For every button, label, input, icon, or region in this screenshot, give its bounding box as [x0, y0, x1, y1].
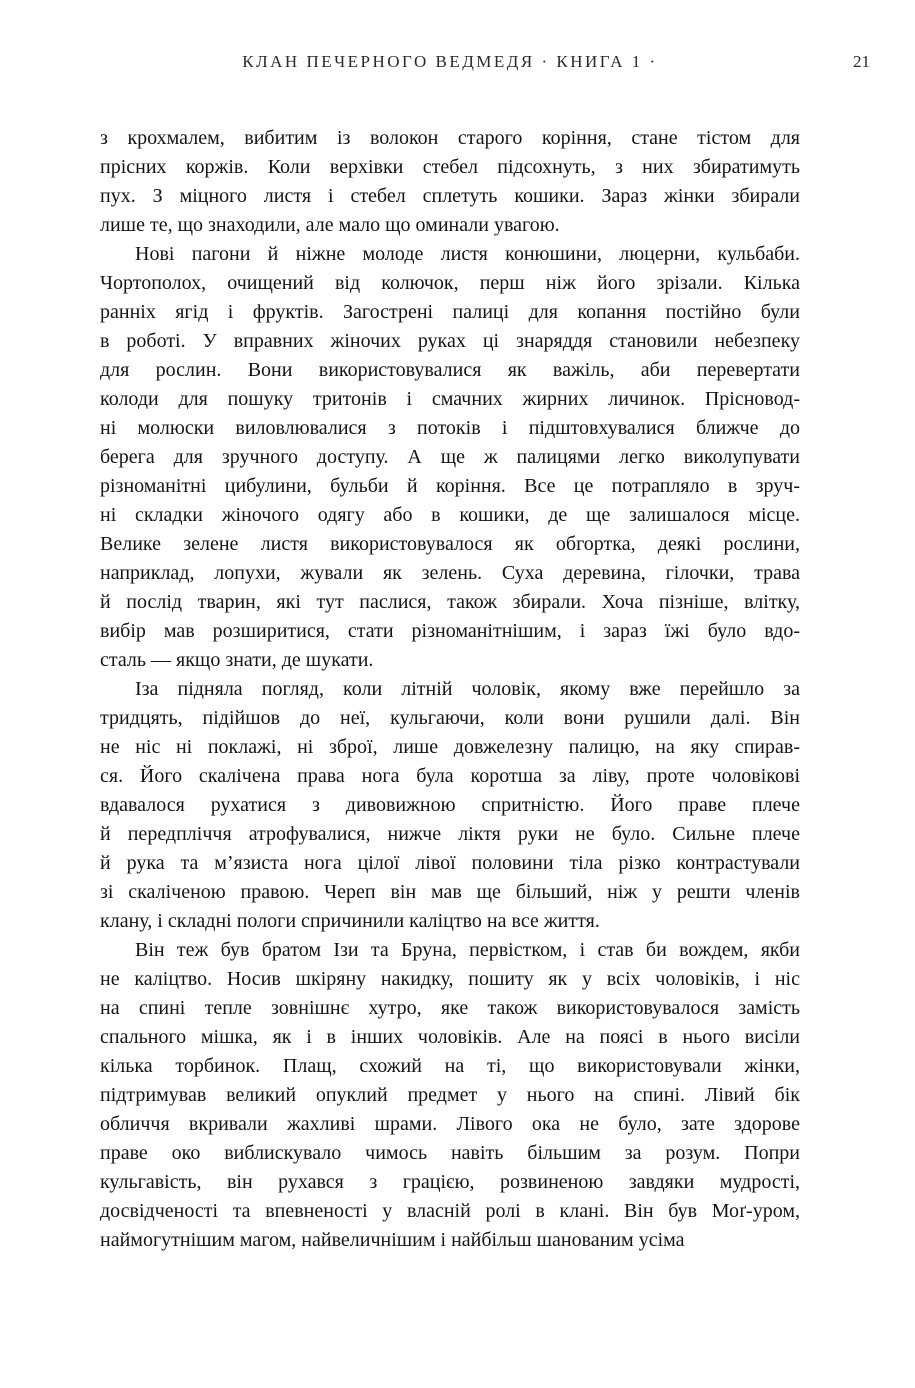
text-line: Іза підняла погляд, коли літній чоловік, якому вже перейшло за	[135, 678, 800, 700]
text-line: для рослин. Вони використовувалися як важіль, аби перевертати	[100, 359, 800, 381]
text-line: ні складки жіночого одягу або в кошики, де ще залишалося місце.	[100, 504, 800, 526]
text-line: прісних коржів. Коли верхівки стебел підсохнуть, з них збиратимуть	[100, 156, 800, 178]
text-line: з крохмалем, вибитим із волокон старого коріння, стане тістом для	[100, 127, 800, 149]
text-line: не каліцтво. Носив шкіряну накидку, пошиту як у всіх чоловіків, і ніс	[100, 968, 800, 990]
text-line: пух. З міцного листя і стебел сплетуть кошики. Зараз жінки збирали	[100, 185, 800, 207]
text-line: різноманітні цибулини, бульби й коріння. Все це потрапляло в зруч-	[100, 475, 800, 497]
page-number: 21	[853, 52, 870, 71]
text-line: праве око виблискувало чимось навіть більшим за розум. Попри	[100, 1142, 800, 1164]
paragraph	[100, 124, 800, 240]
text-line: й рука та м’язиста нога цілої лівої половини тіла різко контрастували	[100, 852, 800, 874]
text-line: сталь — якщо знати, де шукати.	[100, 649, 374, 671]
body-text	[100, 124, 800, 1255]
text-line: підтримував великий опуклий предмет у нього на спині. Лівий бік	[100, 1084, 800, 1106]
text-line: берега для зручного доступу. А ще ж палицями легко виколупувати	[100, 446, 800, 468]
text-line: клану, і складні пологи спричинили каліцтво на все життя.	[100, 910, 600, 932]
text-line: кілька торбинок. Плащ, схожий на ті, що використовували жінки,	[100, 1055, 800, 1077]
text-line: на спині тепле зовнішнє хутро, яке також використовувалося замість	[100, 997, 800, 1019]
text-line: наприклад, лопухи, жували як зелень. Суха деревина, гілочки, трава	[100, 562, 800, 584]
page-header	[100, 52, 800, 76]
text-line: кульгавість, він рухався з грацією, розвиненою завдяки мудрості,	[100, 1171, 800, 1193]
text-line: й передпліччя атрофувалися, нижче ліктя руки не було. Сильне плече	[100, 823, 800, 845]
text-line: Чортополох, очищений від колючок, перш ніж його зрізали. Кілька	[100, 272, 800, 294]
text-line: ні молюски виловлювалися з потоків і підштовхувалися ближче до	[100, 417, 800, 439]
paragraph	[100, 936, 800, 1255]
text-line: й послід тварин, які тут паслися, також збирали. Хоча пізніше, влітку,	[100, 591, 800, 613]
text-line: вибір мав розширитися, стати різноманітнішим, і зараз їжі було вдо-	[100, 620, 800, 642]
text-line: Він теж був братом Ізи та Бруна, первістком, і став би вождем, якби	[135, 939, 800, 961]
paragraph	[100, 675, 800, 936]
text-line: колоди для пошуку тритонів і смачних жирних личинок. Прісновод-	[100, 388, 800, 410]
text-line: зі скаліченою правою. Череп він мав ще більший, ніж у решти членів	[100, 881, 800, 903]
text-line: обличчя вкривали жахливі шрами. Лівого ока не було, зате здорове	[100, 1113, 800, 1135]
text-line: Велике зелене листя використовувалося як обгортка, деякі рослини,	[100, 533, 800, 555]
text-line: наймогутнішим магом, найвеличнішим і найбільш шанованим усіма	[100, 1229, 685, 1251]
text-line: ранніх ягід і фруктів. Загострені палиці для копання постійно були	[100, 301, 800, 323]
text-line: в роботі. У вправних жіночих руках ці знаряддя становили небезпеку	[100, 330, 800, 352]
running-title: КЛАН ПЕЧЕРНОГО ВЕДМЕДЯ · КНИГА 1 ·	[242, 52, 658, 71]
text-line: досвідченості та впевненості у власній ролі в клані. Він був Моґ-уром,	[100, 1200, 800, 1222]
text-line: ся. Його скалічена права нога була коротша за ліву, проте чоловікові	[100, 765, 800, 787]
text-line: не ніс ні поклажі, ні зброї, лише довжелезну палицю, на яку спирав-	[100, 736, 800, 758]
text-line: вдавалося рухатися з дивовижною спритністю. Його праве плече	[100, 794, 800, 816]
paragraph	[100, 240, 800, 675]
text-line: Нові пагони й ніжне молоде листя конюшини, люцерни, кульбаби.	[135, 243, 800, 265]
text-line: спального мішка, як і в інших чоловіків. Але на поясі в нього висіли	[100, 1026, 800, 1048]
text-line: тридцять, підійшов до неї, кульгаючи, коли вони рушили далі. Він	[100, 707, 800, 729]
text-line: лише те, що знаходили, але мало що оминали увагою.	[100, 214, 560, 236]
